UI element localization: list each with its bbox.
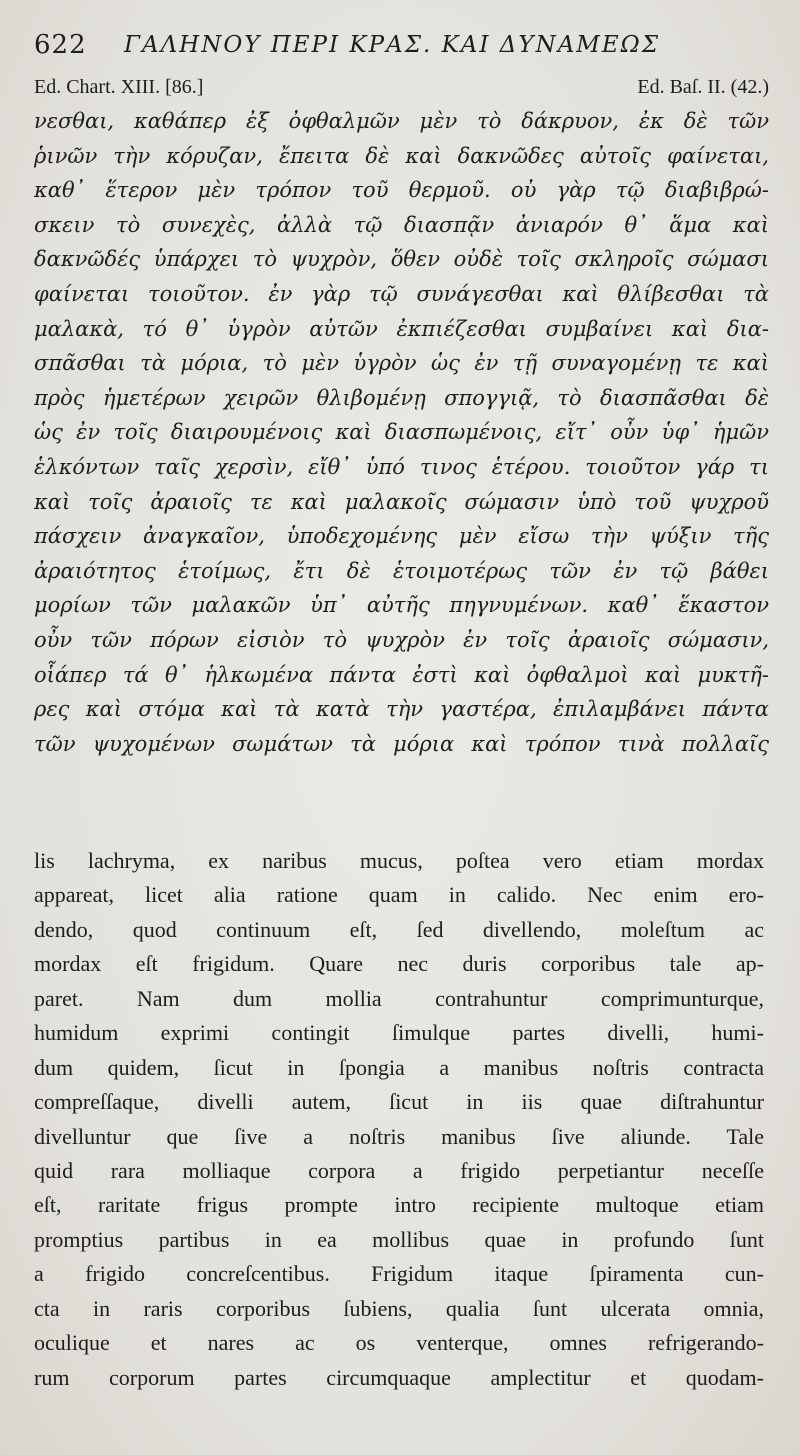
latin-text-line: promptius partibus in ea mollibus quae in profundo ſunt (34, 1226, 764, 1252)
latin-text-line: cta in raris corporibus ſubiens, qualia ſunt ulcerata omnia, (34, 1295, 764, 1321)
greek-text-line: ἀραιότητος ἑτοίμως, ἔτι δὲ ἑτοιμοτέρως τῶν ἐν τῷ βάθει (34, 558, 769, 583)
greek-text-line: σπᾶσθαι τὰ μόρια, τὸ μὲν ὑγρὸν ὡς ἐν τῇ συναγομένῃ τε καὶ (34, 351, 769, 376)
greek-text-block (34, 104, 769, 761)
latin-text-line: a frigido concreſcentibus. Frigidum itaque ſpiramenta cun- (34, 1261, 764, 1287)
latin-text-line: dum quidem, ſicut in ſpongia a manibus noſtris contracta (34, 1054, 764, 1080)
latin-text-line: lis lachryma, ex naribus mucus, poſtea vero etiam mordax (34, 848, 764, 873)
greek-text-line: καὶ τοῖς ἀραιοῖς τε καὶ μαλακοῖς σώμασιν ὑπὸ τοῦ ψυχροῦ (34, 489, 769, 514)
greek-text-line: σκειν τὸ συνεχὲς, ἀλλὰ τῷ διασπᾷν ἀνιαρόν θ᾽ ἅμα καὶ (34, 212, 769, 237)
greek-text-line: ρες καὶ στόμα καὶ τὰ κατὰ τὴν γαστέρα, ἐπιλαμβάνει πάντα (34, 697, 769, 722)
latin-text-block (34, 844, 764, 1395)
latin-text-line: mordax eſt frigidum. Quare nec duris corporibus tale ap- (34, 951, 764, 977)
edition-reference-line (34, 76, 769, 104)
latin-text-line: dendo, quod continuum eſt, ſed divellendo, moleſtum ac (34, 916, 764, 942)
page-number: 622 (34, 30, 87, 60)
latin-text-line: rum corporum partes circumquaque amplectitur et quodam- (34, 1364, 764, 1390)
edition-reference-basel: Ed. Baſ. II. (42.) (637, 76, 769, 98)
greek-text-line: νεσθαι, καθάπερ ἐξ ὀφθαλμῶν μὲν τὸ δάκρυον, ἐκ δὲ τῶν (34, 109, 769, 133)
greek-text-line: οὖν τῶν πόρων εἰσιὸν τὸ ψυχρὸν ἐν τοῖς ἀραιοῖς σώμασιν, (34, 627, 769, 652)
latin-text-line: oculique et nares ac os venterque, omnes refrigerando- (34, 1330, 764, 1356)
page-header (34, 28, 774, 68)
greek-text-line: μορίων τῶν μαλακῶν ὑπ᾽ αὐτῆς πηγνυμένων. καθ᾽ ἕκαστον (34, 593, 769, 618)
latin-text-line: divelluntur que ſive a noſtris manibus ſive aliunde. Tale (34, 1123, 764, 1149)
greek-text-line: τῶν ψυχομένων σωμάτων τὰ μόρια καὶ τρόπον τινὰ πολλαῖς (34, 731, 769, 756)
greek-text-line: ὡς ἐν τοῖς διαιρουμένοις καὶ διασπωμένοις, εἴτ᾽ οὖν ὑφ᾽ ἡμῶν (34, 420, 769, 445)
latin-text-line: humidum exprimi contingit ſimulque partes divelli, humi- (34, 1020, 764, 1046)
greek-text-line: μαλακὰ, τό θ᾽ ὑγρὸν αὐτῶν ἐκπιέζεσθαι συμβαίνει καὶ δια- (34, 316, 769, 341)
greek-text-line: πρὸς ἡμετέρων χειρῶν θλιβομένῃ σπογγιᾷ, τὸ διασπᾶσθαι δὲ (34, 385, 769, 410)
latin-text-line: appareat, licet alia ratione quam in calido. Nec enim ero- (34, 882, 764, 908)
latin-text-line: eſt, raritate frigus prompte intro recipiente multoque etiam (34, 1192, 764, 1218)
greek-text-line: φαίνεται τοιοῦτον. ἐν γὰρ τῷ συνάγεσθαι καὶ θλίβεσθαι τὰ (34, 281, 769, 306)
greek-text-line: καθ᾽ ἕτερον μὲν τρόπον τοῦ θερμοῦ. οὐ γὰρ τῷ διαβιβρώ- (34, 178, 769, 203)
edition-reference-chartier: Ed. Chart. XIII. [86.] (34, 76, 204, 98)
greek-text-line: ἑλκόντων ταῖς χερσὶν, εἴθ᾽ ὑπό τινος ἑτέρου. τοιοῦτον γάρ τι (34, 454, 769, 479)
latin-text-line: paret. Nam dum mollia contrahuntur comprimunturque, (34, 985, 764, 1011)
greek-text-line: ῥινῶν τὴν κόρυζαν, ἔπειτα δὲ καὶ δακνῶδες αὐτοῖς φαίνεται, (34, 143, 769, 168)
greek-text-line: οἷάπερ τά θ᾽ ἡλκωμένα πάντα ἐστὶ καὶ ὀφθαλμοὶ καὶ μυκτῆ- (34, 662, 769, 687)
latin-text-line: quid rara molliaque corpora a frigido perpetiantur neceſſe (34, 1157, 764, 1183)
greek-text-line: δακνῶδές ὑπάρχει τὸ ψυχρὸν, ὅθεν οὐδὲ τοῖς σκληροῖς σώμασι (34, 247, 769, 272)
greek-text-line: πάσχειν ἀναγκαῖον, ὑποδεχομένης μὲν εἴσω τὴν ψύξιν τῆς (34, 524, 769, 549)
latin-text-line: compreſſaque, divelli autem, ſicut in iis quae diſtrahuntur (34, 1089, 764, 1115)
running-title: ΓΑΛΗΝΟΥ ΠΕΡΙ ΚΡΑΣ. ΚΑΙ ΔΥΝΑΜΕΩΣ (124, 32, 660, 58)
